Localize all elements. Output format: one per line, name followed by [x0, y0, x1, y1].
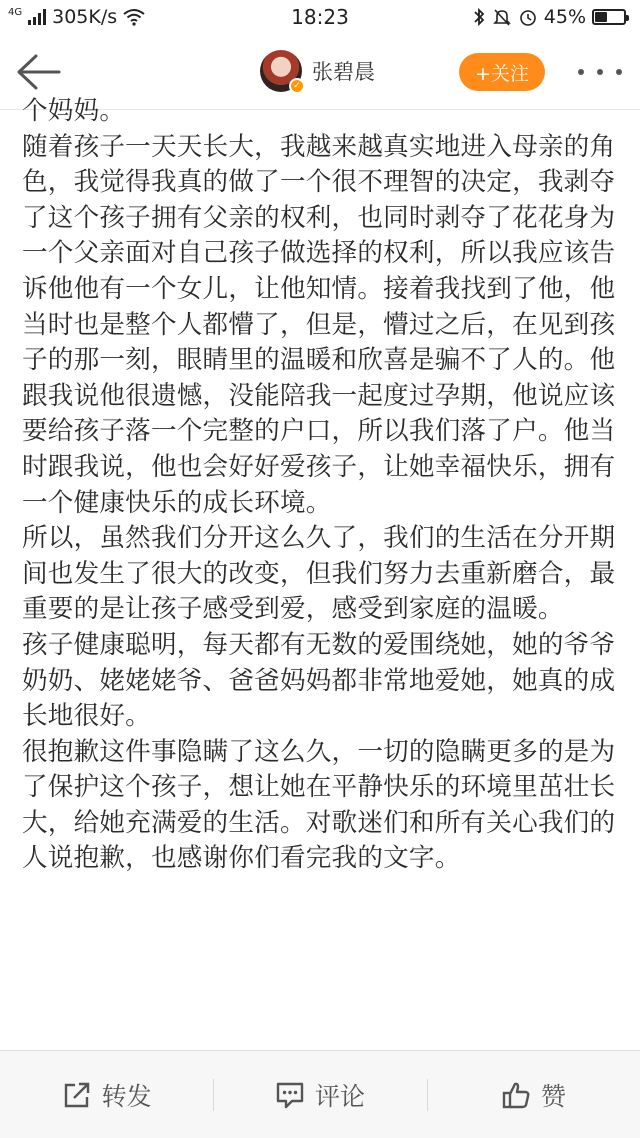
status-right	[472, 6, 626, 28]
verified-badge-icon: ✓	[289, 78, 305, 94]
like-label: 赞	[540, 1081, 566, 1111]
more-dot-icon	[616, 69, 622, 75]
user-name[interactable]: 张碧晨	[312, 60, 375, 84]
comment-button[interactable]	[213, 1051, 426, 1138]
repost-label: 转发	[101, 1081, 152, 1111]
repost-button[interactable]	[0, 1051, 213, 1138]
more-dot-icon	[578, 69, 584, 75]
battery-icon	[592, 9, 626, 25]
status-time: 18:23	[291, 5, 349, 29]
user-profile[interactable]	[260, 50, 375, 92]
article-paragraph: 随着孩子一天天长大，我越来越真实地进入母亲的角色，我觉得我真的做了一个很不理智的决定，我剥夺了这个孩子拥有父亲的权利，也同时剥夺了花花身为一个父亲面对自己孩子做选择的权利，所以我应该告诉他他有一个女儿，让他知情。接着我找到了他，他当时也是整个人都懵了，但是，懵过之后，在见到孩子的那一刻，眼睛里的温暖和欣喜是骗不了人的。他跟我说他很遗憾，没能陪我一起度过孕期，他说应该要给孩子落一个完整的户口，所以我们落了户。他当时跟我说，他也会好好爱孩子，让她幸福快乐，拥有一个健康快乐的成长环境。	[22, 131, 616, 518]
action-bar	[0, 1050, 640, 1138]
status-bar	[0, 0, 640, 34]
battery-percent: 45%	[543, 6, 586, 28]
repost-icon	[62, 1080, 92, 1110]
more-options-button[interactable]	[578, 62, 622, 82]
bluetooth-icon	[472, 7, 486, 27]
back-arrow-icon	[14, 52, 62, 92]
comment-icon	[275, 1080, 305, 1110]
follow-button[interactable]: +关注	[459, 53, 545, 91]
network-speed: 305K/s	[52, 6, 118, 28]
article-body	[22, 94, 624, 1042]
signal-icon	[28, 9, 46, 25]
wifi-icon	[123, 8, 145, 26]
back-button[interactable]	[14, 52, 64, 92]
article-paragraph: 所以，虽然我们分开这么久了，我们的生活在分开期间也发生了很大的改变，但我们努力去重新磨合，最重要的是让孩子感受到爱，感受到家庭的温暖。	[22, 523, 616, 625]
article-paragraph: 孩子健康聪明，每天都有无数的爱围绕她，她的爷爷奶奶、姥姥姥爷、爸爸妈妈都非常地爱她，她真的成长地很好。	[22, 629, 616, 732]
article-paragraph: 很抱歉这件事隐瞒了这么久，一切的隐瞒更多的是为了保护这个孩子，想让她在平静快乐的环境里茁壮长大，给她充满爱的生活。对歌迷们和所有关心我们的人说抱歉，也感谢你们看完我的文字。	[22, 736, 616, 874]
network-type: 4G	[8, 7, 23, 18]
status-left	[8, 6, 145, 28]
comment-label: 评论	[314, 1081, 365, 1111]
thumbs-up-icon	[501, 1080, 531, 1110]
article-partial-line: 个妈妈。	[22, 96, 126, 126]
alarm-icon	[518, 7, 538, 27]
more-dot-icon	[597, 69, 603, 75]
like-button[interactable]	[427, 1051, 640, 1138]
avatar[interactable]	[260, 50, 302, 92]
mute-icon	[492, 7, 512, 27]
battery-fill	[595, 12, 607, 22]
